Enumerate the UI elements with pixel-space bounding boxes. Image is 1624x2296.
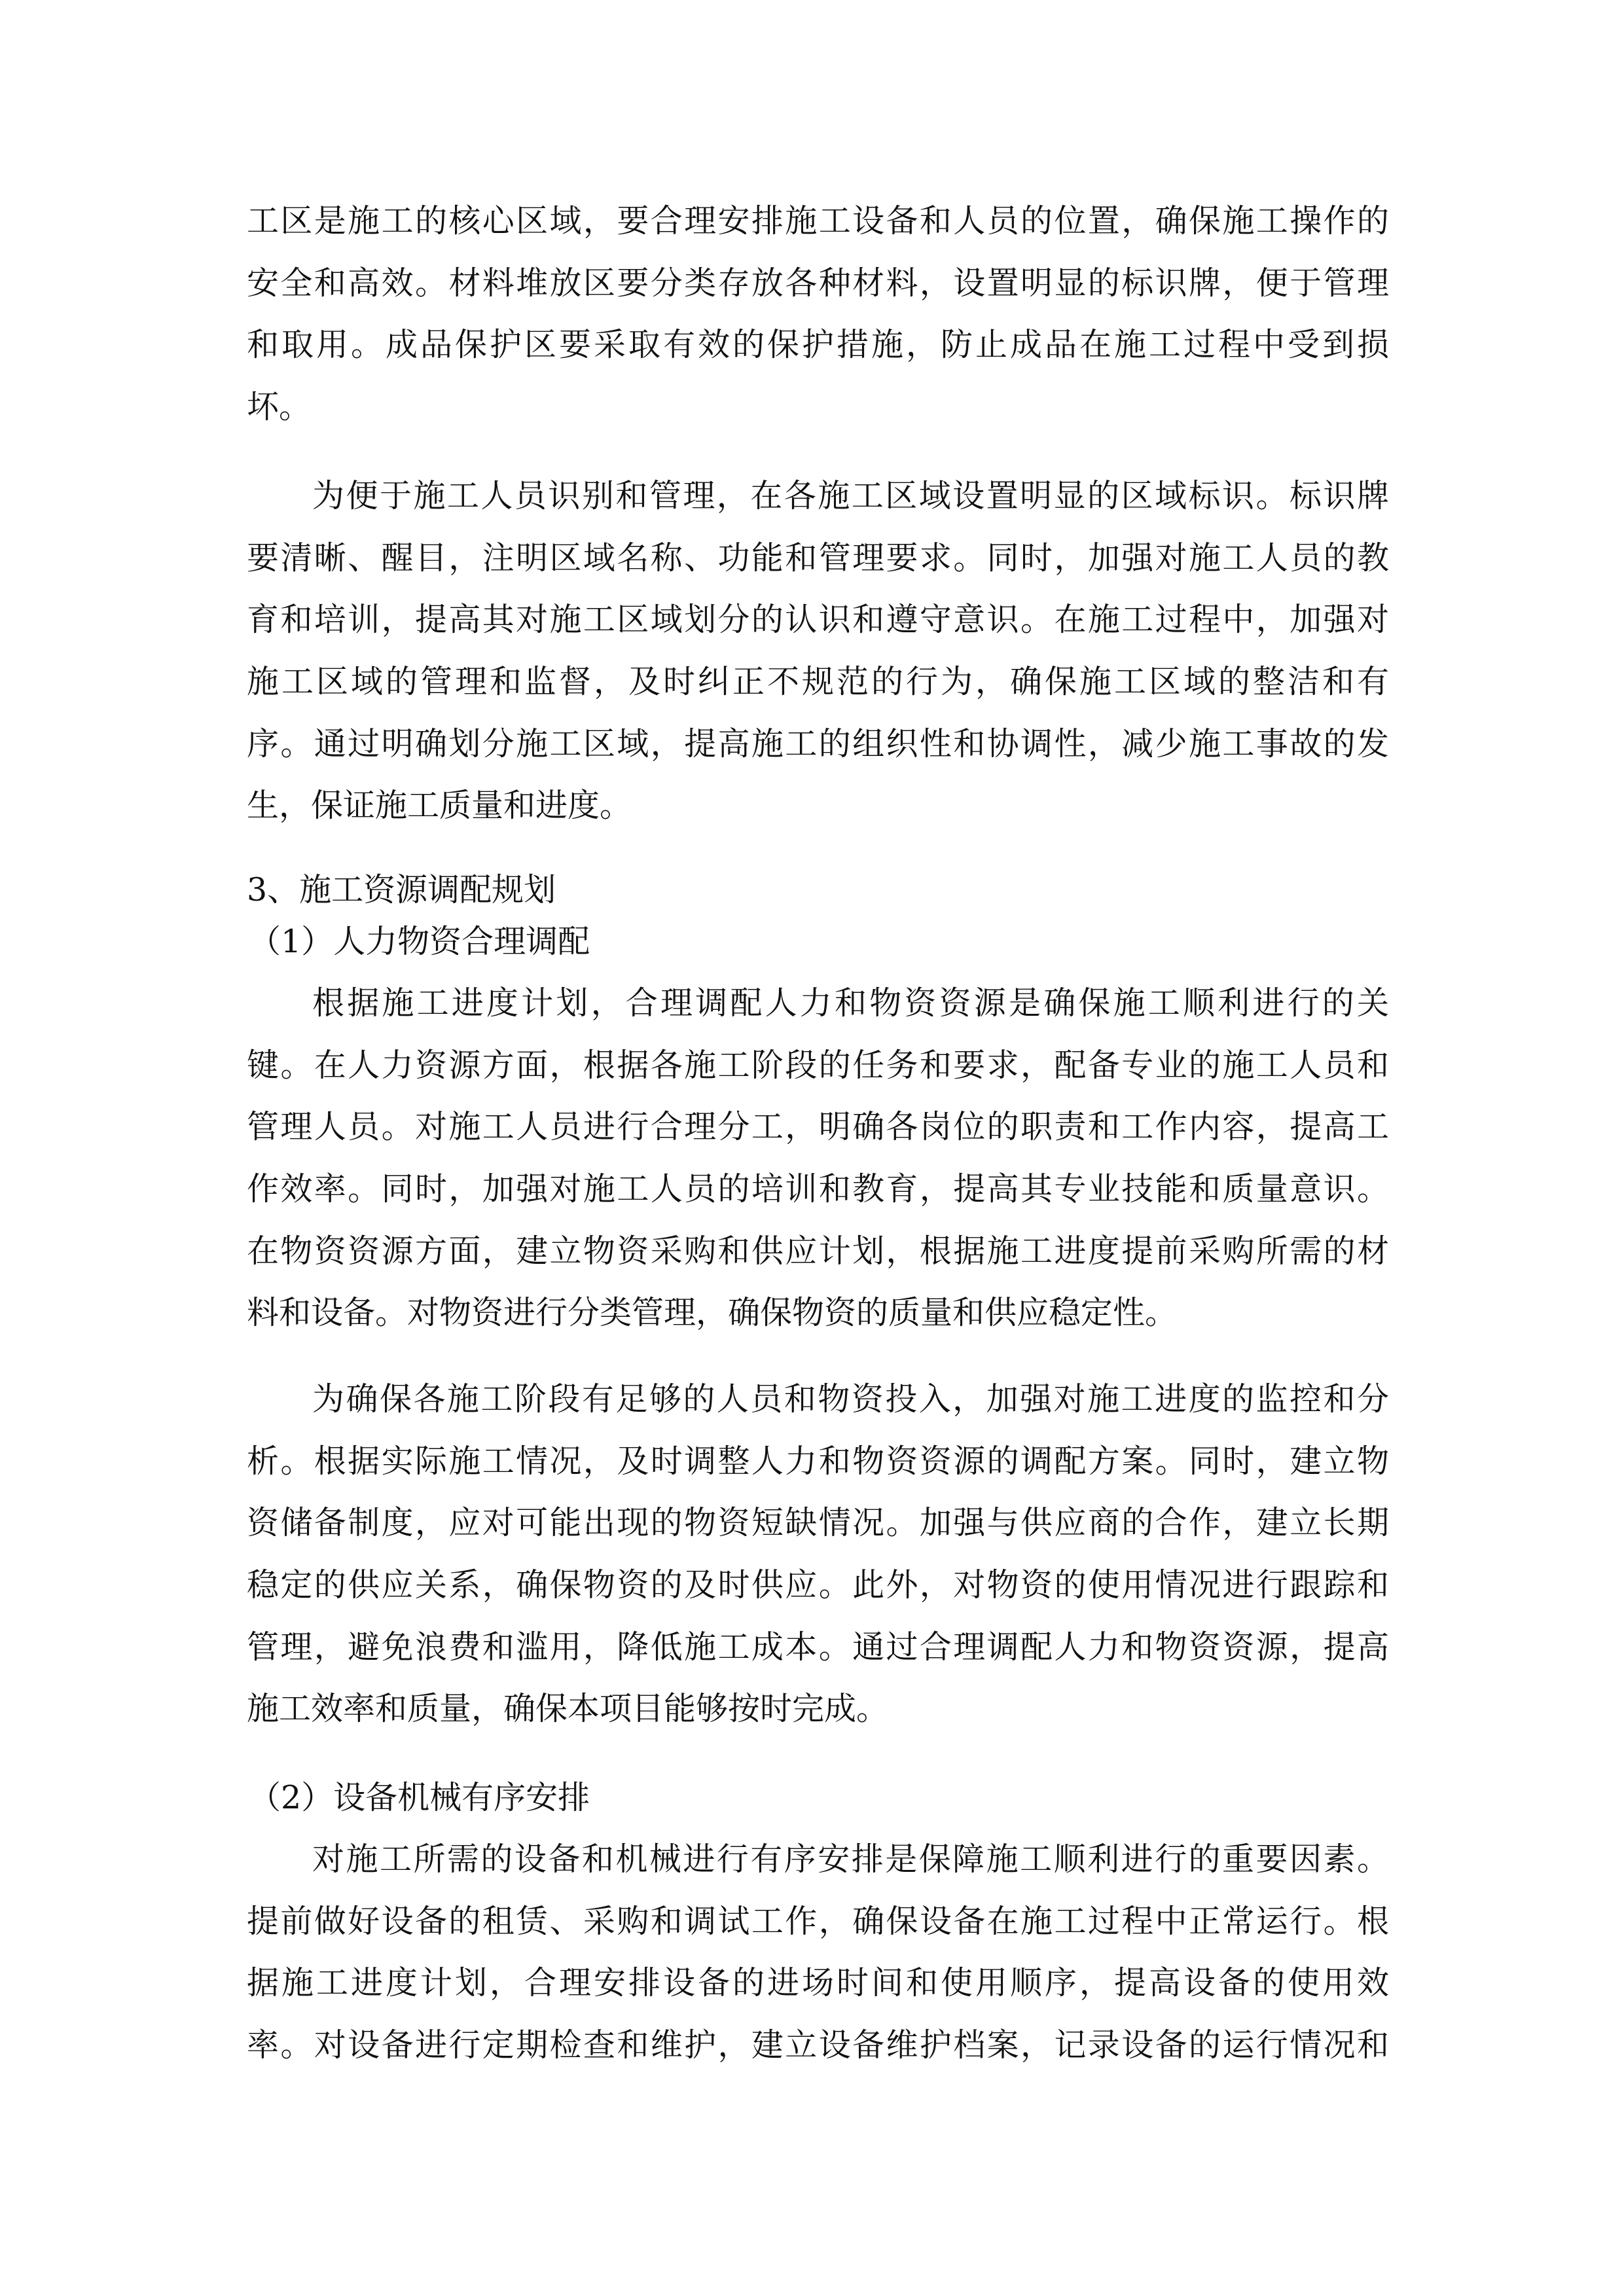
subheading-manpower-materials: （1）人力物资合理调配 (249, 923, 590, 960)
text-line: 要清晰、醒目，注明区域名称、功能和管理要求。同时，加强对施工人员的教 (247, 539, 1389, 577)
text-line: 育和培训，提高其对施工区域划分的认识和遵守意识。在施工过程中，加强对 (247, 601, 1389, 639)
text-line: 为便于施工人员识别和管理，在各施工区域设置明显的区域标识。标识牌 (312, 477, 1389, 514)
text-line: 提前做好设备的租赁、采购和调试工作，确保设备在施工过程中正常运行。根 (247, 1902, 1389, 1940)
paragraph-equipment-arrangement (247, 1829, 1389, 2077)
text-line: 作效率。同时，加强对施工人员的培训和教育，提高其专业技能和质量意识。 (247, 1170, 1389, 1208)
text-line: 析。根据实际施工情况，及时调整人力和物资资源的调配方案。同时，建立物 (247, 1442, 1389, 1480)
subheading-equipment-arrangement: （2）设备机械有序安排 (249, 1779, 590, 1816)
text-line: 料和设备。对物资进行分类管理，确保物资的质量和供应稳定性。 (247, 1294, 1178, 1332)
text-line: 在物资资源方面，建立物资采购和供应计划，根据施工进度提前采购所需的材 (247, 1232, 1389, 1270)
text-line: 对施工所需的设备和机械进行有序安排是保障施工顺利进行的重要因素。 (312, 1840, 1389, 1878)
text-line: 生，保证施工质量和进度。 (247, 787, 632, 825)
text-line: 资储备制度，应对可能出现的物资短缺情况。加强与供应商的合作，建立长期 (247, 1504, 1389, 1542)
text-line: 管理，避免浪费和滥用，降低施工成本。通过合理调配人力和物资资源，提高 (247, 1628, 1389, 1666)
text-line: 根据施工进度计划，合理调配人力和物资资源是确保施工顺利进行的关 (312, 984, 1389, 1022)
text-line: 管理人员。对施工人员进行合理分工，明确各岗位的职责和工作内容，提高工 (247, 1108, 1389, 1146)
text-line: 坏。 (247, 388, 312, 426)
paragraph-zone-signage (247, 465, 1389, 837)
text-line: 安全和高效。材料堆放区要分类存放各种材料，设置明显的标识牌，便于管理 (247, 264, 1389, 302)
text-line: 键。在人力资源方面，根据各施工阶段的任务和要求，配备专业的施工人员和 (247, 1046, 1389, 1084)
text-line: 工区是施工的核心区域，要合理安排施工设备和人员的位置，确保施工操作的 (247, 202, 1389, 240)
text-line: 施工区域的管理和监督，及时纠正不规范的行为，确保施工区域的整洁和有 (247, 663, 1389, 701)
text-line: 和取用。成品保护区要采取有效的保护措施，防止成品在施工过程中受到损 (247, 326, 1389, 364)
text-line: 稳定的供应关系，确保物资的及时供应。此外，对物资的使用情况进行跟踪和 (247, 1566, 1389, 1604)
text-line: 序。通过明确划分施工区域，提高施工的组织性和协调性，减少施工事故的发 (247, 725, 1389, 762)
text-line: 率。对设备进行定期检查和维护，建立设备维护档案，记录设备的运行情况和 (247, 2026, 1389, 2064)
text-line: 为确保各施工阶段有足够的人员和物资投入，加强对施工进度的监控和分 (312, 1380, 1389, 1418)
section-heading-resource-planning: 3、施工资源调配规划 (247, 871, 556, 908)
text-line: 施工效率和质量，确保本项目能够按时完成。 (247, 1690, 889, 1728)
paragraph-resource-monitoring (247, 1369, 1389, 1740)
text-line: 据施工进度计划，合理安排设备的进场时间和使用顺序，提高设备的使用效 (247, 1964, 1389, 2002)
paragraph-work-zones (247, 190, 1389, 439)
paragraph-resource-allocation (247, 973, 1389, 1344)
